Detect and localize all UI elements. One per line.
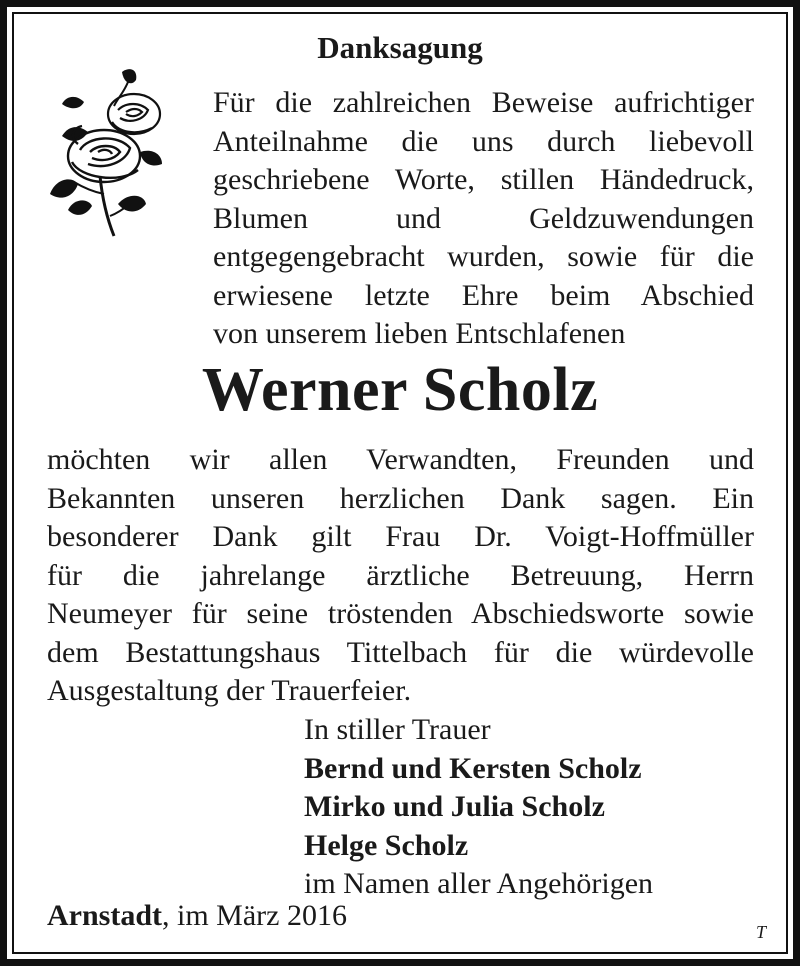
body-line: für die jahrelange ärztliche Betreuung, Herrn (47, 558, 754, 592)
body-line: möchten wir allen Verwandten, Freunden und (47, 443, 754, 476)
intro-line: Blumen und Geldzuwendungen (213, 201, 754, 235)
intro-line: geschriebene Worte, stillen Händedruck, (213, 163, 754, 196)
body-line: Bekannten unseren herzlichen Dank sagen. Ein (47, 481, 754, 515)
intro-line: Für die zahlreichen Beweise aufrichtiger (213, 86, 754, 119)
body-line: besonderer Dank gilt Frau Dr. Voigt-Hoffmüller (47, 520, 754, 553)
closing-line: im Namen aller Angehörigen (304, 867, 654, 900)
signature-block (304, 711, 653, 904)
mourning-line: In stiller Trauer (304, 713, 491, 746)
intro-line: von unserem lieben Entschlafenen (213, 317, 626, 350)
intro-line: erwiesene letzte Ehre beim Abschied (213, 278, 754, 312)
body-line: dem Bestattungshaus Tittelbach für die würdevolle (47, 635, 754, 669)
body-paragraph (47, 441, 754, 711)
intro-paragraph (213, 84, 754, 354)
signatory: Helge Scholz (304, 828, 469, 862)
body-line: Ausgestaltung der Trauerfeier. (47, 674, 412, 707)
rose-icon (48, 66, 168, 238)
body-line: Neumeyer für seine tröstenden Abschiedsworte sowie (47, 597, 754, 630)
place-date (47, 899, 347, 933)
signatory: Mirko und Julia Scholz (304, 790, 605, 823)
intro-line: entgegengebracht wurden, sowie für die (213, 240, 754, 273)
intro-line: Anteilnahme die uns durch liebevoll (213, 124, 754, 158)
date: , im März 2016 (162, 899, 347, 932)
deceased-name: Werner Scholz (201, 356, 599, 424)
publisher-mark: T (756, 922, 767, 942)
notice-heading: Danksagung (317, 30, 483, 65)
signatory: Bernd und Kersten Scholz (304, 751, 642, 785)
place: Arnstadt (47, 899, 163, 932)
